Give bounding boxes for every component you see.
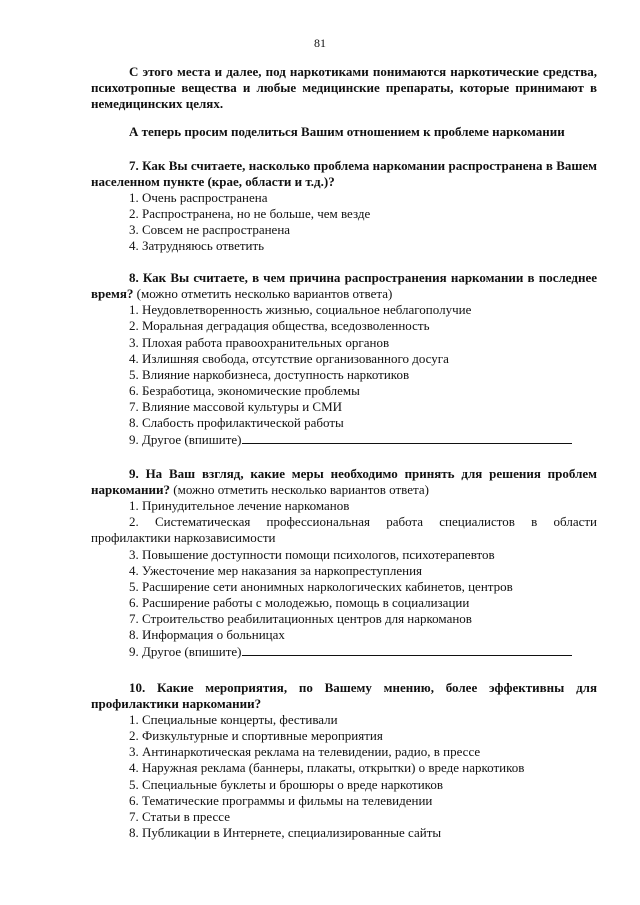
question-8 [91,270,597,448]
question-note: (можно отметить несколько вариантов ответа) [133,286,393,302]
answer-option-other[interactable]: 9. Другое (впишите) [91,643,597,660]
answer-option[interactable]: 3. Совсем не распространена [129,222,291,238]
question-7 [91,158,597,254]
intro-paragraph: С этого места и далее, под наркотиками понимаются наркотические средства, психотропные вещества и любые медицинские препараты, которые принимают в немедицинских целях. [91,64,597,111]
answer-options [91,712,597,841]
answer-option[interactable]: 8. Слабость профилактической работы [129,415,344,431]
answer-option[interactable]: 3. Повышение доступности помощи психологов, психотерапевтов [129,546,495,562]
answer-option[interactable]: 3. Плохая работа правоохранительных органов [129,334,390,350]
answer-option[interactable]: 4. Ужесточение мер наказания за наркопреступления [129,562,423,578]
answer-options [91,498,597,660]
answer-option[interactable]: 2. Физкультурные и спортивные мероприятия [129,728,383,744]
answer-option[interactable]: 6. Безработица, экономические проблемы [129,382,360,398]
question-note: (можно отметить несколько вариантов ответа) [170,482,429,498]
answer-option[interactable]: 1. Неудовлетворенность жизнью, социальное неблагополучие [129,302,472,318]
answer-options [91,190,597,254]
answer-option[interactable]: 3. Антинаркотическая реклама на телевидении, радио, в прессе [129,744,481,760]
page-content [91,64,597,841]
answer-option[interactable]: 4. Излишняя свобода, отсутствие организованного досуга [129,350,449,366]
question-title: 8. Как Вы считаете, в чем причина распространения наркомании в последнее время? (можно отметить несколько вариантов ответа) [91,270,597,302]
answer-options [91,302,597,448]
answer-option[interactable]: 2. Систематическая профессиональная работа специалистов в области профилактики наркозависимости [91,514,597,546]
question-9 [91,466,597,660]
answer-option[interactable]: 1. Принудительное лечение наркоманов [129,498,350,514]
answer-option[interactable]: 5. Расширение сети анонимных наркологических кабинетов, центров [129,578,513,594]
answer-option[interactable]: 4. Затрудняюсь ответить [129,238,265,254]
answer-option[interactable]: 6. Расширение работы с молодежью, помощь в социализации [129,594,470,610]
answer-option[interactable]: 1. Очень распространена [129,190,268,205]
question-title: 7. Как Вы считаете, насколько проблема наркомании распространена в Вашем населенном пункте (крае, области и т.д.)? [91,158,597,189]
write-in-line[interactable] [242,643,572,656]
answer-option[interactable]: 7. Статьи в прессе [129,808,230,824]
answer-option[interactable]: 7. Влияние массовой культуры и СМИ [129,398,343,414]
answer-option[interactable]: 8. Информация о больницах [129,626,285,642]
answer-option[interactable]: 6. Тематические программы и фильмы на телевидении [129,792,433,808]
answer-option[interactable]: 8. Публикации в Интернете, специализированные сайты [129,824,442,840]
question-title: 10. Какие мероприятия, по Вашему мнению, более эффективны для профилактики наркомании? [91,680,597,712]
question-title: 9. На Ваш взгляд, какие меры необходимо принять для решения проблем наркомании? (можно отметить несколько вариантов ответа) [91,466,597,498]
answer-option[interactable]: 1. Специальные концерты, фестивали [129,712,338,728]
question-10 [91,680,597,841]
answer-option[interactable]: 5. Влияние наркобизнеса, доступность наркотиков [129,366,410,382]
answer-option-other[interactable]: 9. Другое (впишите) [91,431,597,448]
section-heading: А теперь просим поделиться Вашим отношением к проблеме наркомании [129,124,565,139]
answer-option[interactable]: 2. Распространена, но не больше, чем везде [129,206,371,222]
write-in-line[interactable] [242,431,572,444]
answer-option[interactable]: 2. Моральная деградация общества, вседозволенность [129,318,430,334]
answer-option[interactable]: 7. Строительство реабилитационных центров для наркоманов [129,610,472,626]
page-number: 81 [314,36,326,50]
answer-option[interactable]: 4. Наружная реклама (баннеры, плакаты, открытки) о вреде наркотиков [129,760,525,776]
answer-option[interactable]: 5. Специальные буклеты и брошюры о вреде наркотиков [129,776,443,792]
